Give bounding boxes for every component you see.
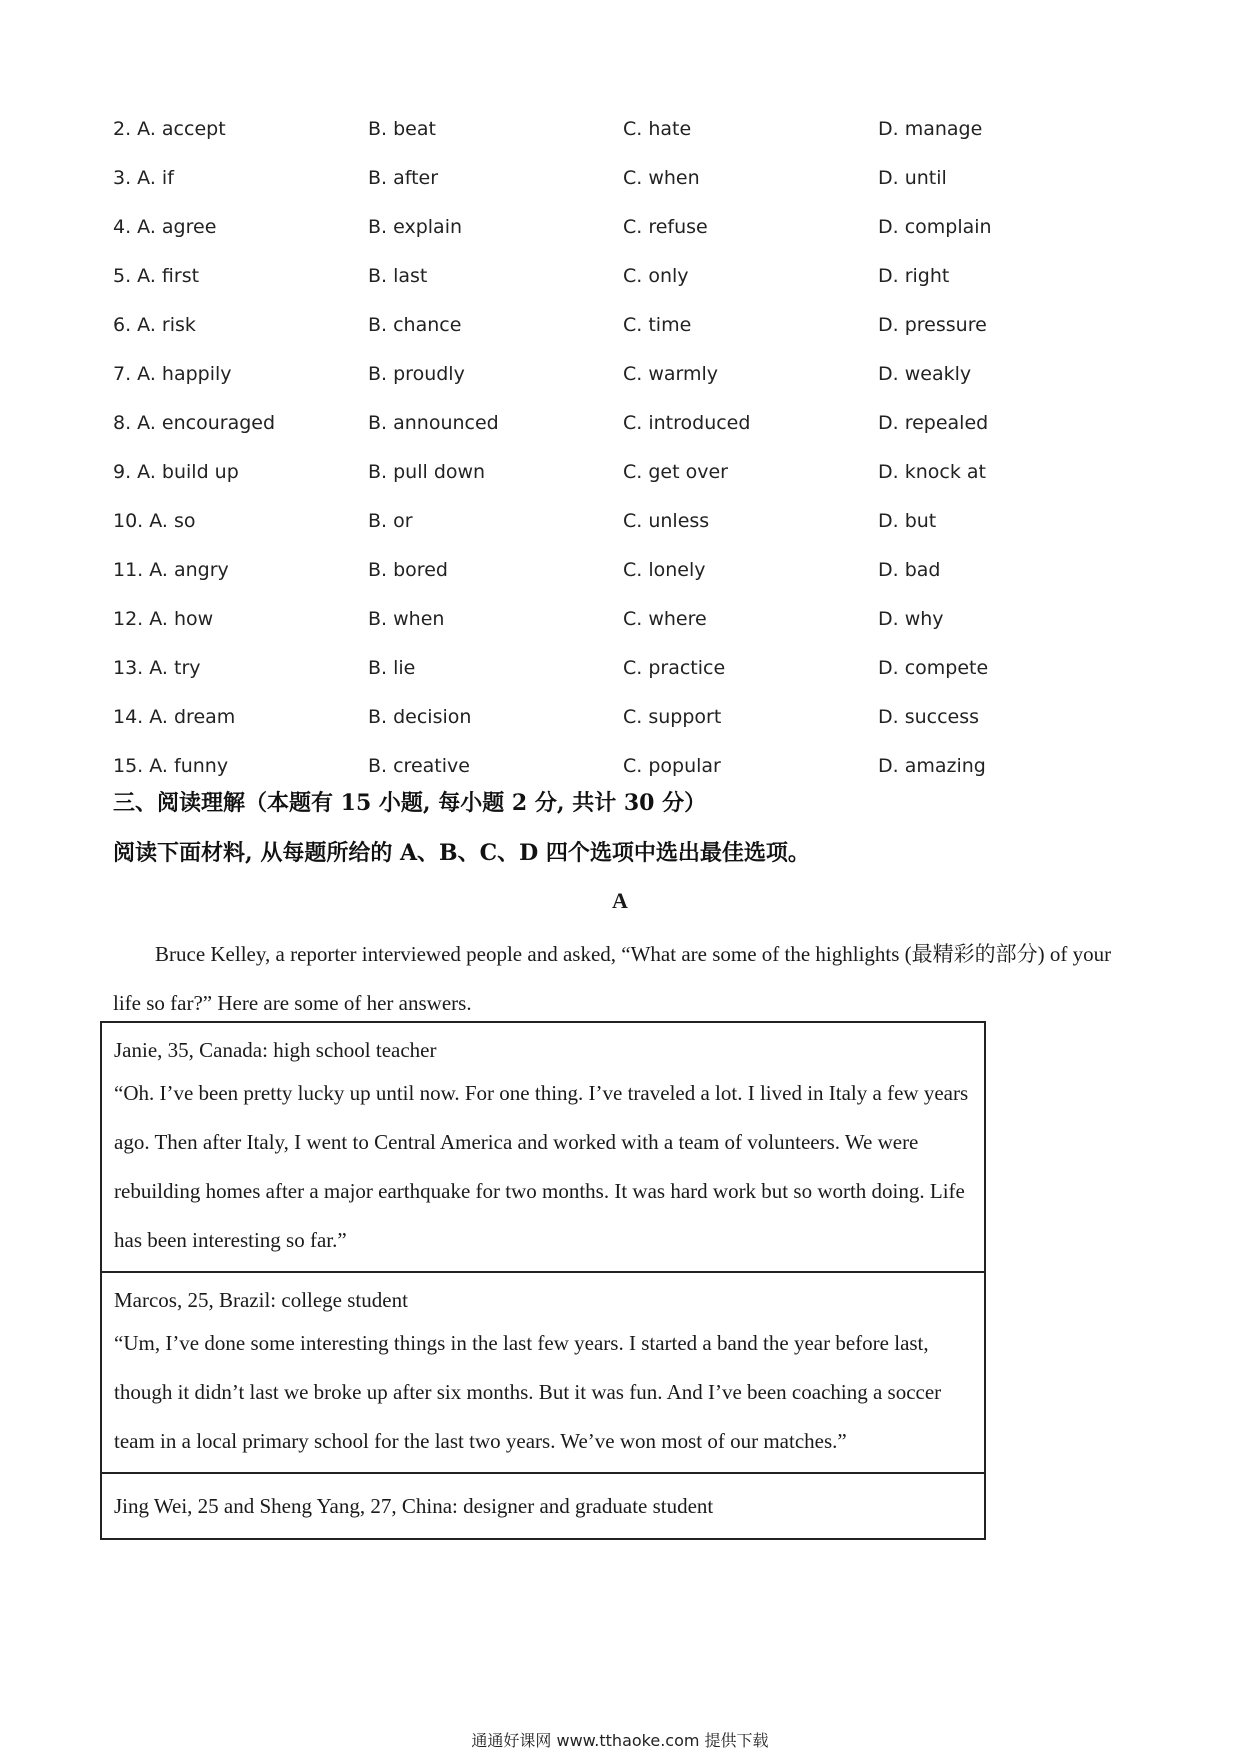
option-b: B. last	[368, 264, 428, 287]
option-b: B. explain	[368, 215, 463, 238]
option-c: C. support	[623, 705, 722, 728]
option-row	[113, 104, 1113, 153]
option-row	[113, 300, 1113, 349]
option-b: B. beat	[368, 117, 436, 140]
answer-person: Janie, 35, Canada: high school teacher	[114, 1038, 437, 1062]
option-d: D. success	[878, 705, 980, 728]
option-d: D. why	[878, 607, 944, 630]
answer-cell	[102, 1474, 984, 1538]
option-c: C. refuse	[623, 215, 708, 238]
answers-table	[100, 1021, 986, 1540]
option-c: C. where	[623, 607, 707, 630]
option-d: D. manage	[878, 117, 983, 140]
passage-intro: Bruce Kelley, a reporter interviewed people and asked, “What are some of the highlights (最精彩的部分) of your life so far?” Here are some of her answers.	[113, 942, 1112, 1015]
option-a: 10. A. so	[113, 509, 196, 532]
answer-person: Marcos, 25, Brazil: college student	[114, 1288, 408, 1312]
option-b: B. bored	[368, 558, 448, 581]
passage-label: A	[612, 888, 628, 913]
option-row	[113, 447, 1113, 496]
option-b: B. decision	[368, 705, 472, 728]
option-d: D. complain	[878, 215, 992, 238]
option-row	[113, 741, 1113, 790]
option-row	[113, 398, 1113, 447]
option-b: B. pull down	[368, 460, 486, 483]
section-instruction: 阅读下面材料, 从每题所给的 A、B、C、D 四个选项中选出最佳选项。	[113, 840, 810, 866]
option-row	[113, 153, 1113, 202]
option-list	[113, 104, 1113, 790]
option-c: C. unless	[623, 509, 710, 532]
option-row	[113, 643, 1113, 692]
option-d: D. but	[878, 509, 937, 532]
section-title: 三、阅读理解（本题有 15 小题, 每小题 2 分, 共计 30 分）	[113, 790, 707, 816]
option-a: 6. A. risk	[113, 313, 196, 336]
option-row	[113, 349, 1113, 398]
option-row	[113, 496, 1113, 545]
option-row	[113, 251, 1113, 300]
option-b: B. or	[368, 509, 413, 532]
option-a: 7. A. happily	[113, 362, 232, 385]
answer-quote: “Um, I’ve done some interesting things in the last few years. I started a band the year before last, though it didn’t last we broke up after six months. But it was fun. And I’ve been coaching a soccer team in a local primary school for the last two years. We’ve won most of our matches.”	[114, 1331, 942, 1453]
option-row	[113, 692, 1113, 741]
option-c: C. get over	[623, 460, 728, 483]
option-a: 14. A. dream	[113, 705, 236, 728]
option-d: D. repealed	[878, 411, 989, 434]
option-d: D. until	[878, 166, 947, 189]
answer-person: Jing Wei, 25 and Sheng Yang, 27, China: designer and graduate student	[114, 1494, 714, 1518]
option-c: C. hate	[623, 117, 692, 140]
answer-cell	[102, 1273, 984, 1474]
option-a: 11. A. angry	[113, 558, 229, 581]
option-a: 2. A. accept	[113, 117, 226, 140]
option-a: 4. A. agree	[113, 215, 217, 238]
option-a: 8. A. encouraged	[113, 411, 276, 434]
option-a: 3. A. if	[113, 166, 174, 189]
option-a: 15. A. funny	[113, 754, 229, 777]
option-d: D. knock at	[878, 460, 986, 483]
answer-cell	[102, 1023, 984, 1273]
option-c: C. practice	[623, 656, 726, 679]
option-b: B. after	[368, 166, 439, 189]
option-c: C. time	[623, 313, 692, 336]
option-d: D. amazing	[878, 754, 986, 777]
option-c: C. when	[623, 166, 700, 189]
option-d: D. compete	[878, 656, 989, 679]
option-c: C. only	[623, 264, 689, 287]
option-a: 12. A. how	[113, 607, 214, 630]
option-b: B. proudly	[368, 362, 465, 385]
option-a: 5. A. first	[113, 264, 200, 287]
option-c: C. lonely	[623, 558, 706, 581]
option-b: B. chance	[368, 313, 462, 336]
option-row	[113, 545, 1113, 594]
option-b: B. announced	[368, 411, 499, 434]
option-a: 9. A. build up	[113, 460, 239, 483]
option-d: D. right	[878, 264, 950, 287]
option-b: B. when	[368, 607, 445, 630]
option-row	[113, 202, 1113, 251]
option-d: D. pressure	[878, 313, 987, 336]
option-c: C. introduced	[623, 411, 751, 434]
page-footer: 通通好课网 www.tthaoke.com 提供下载	[471, 1731, 769, 1750]
option-c: C. warmly	[623, 362, 719, 385]
option-d: D. weakly	[878, 362, 972, 385]
option-d: D. bad	[878, 558, 941, 581]
option-a: 13. A. try	[113, 656, 201, 679]
option-row	[113, 594, 1113, 643]
option-c: C. popular	[623, 754, 721, 777]
option-b: B. creative	[368, 754, 470, 777]
option-b: B. lie	[368, 656, 416, 679]
answer-quote: “Oh. I’ve been pretty lucky up until now. For one thing. I’ve traveled a lot. I lived in Italy a few years ago. Then after Italy, I went to Central America and worked with a team of volunteers. We were rebuilding homes after a major earthquake for two months. It was hard work but so worth doing. Life has been interesting so far.”	[114, 1081, 969, 1252]
